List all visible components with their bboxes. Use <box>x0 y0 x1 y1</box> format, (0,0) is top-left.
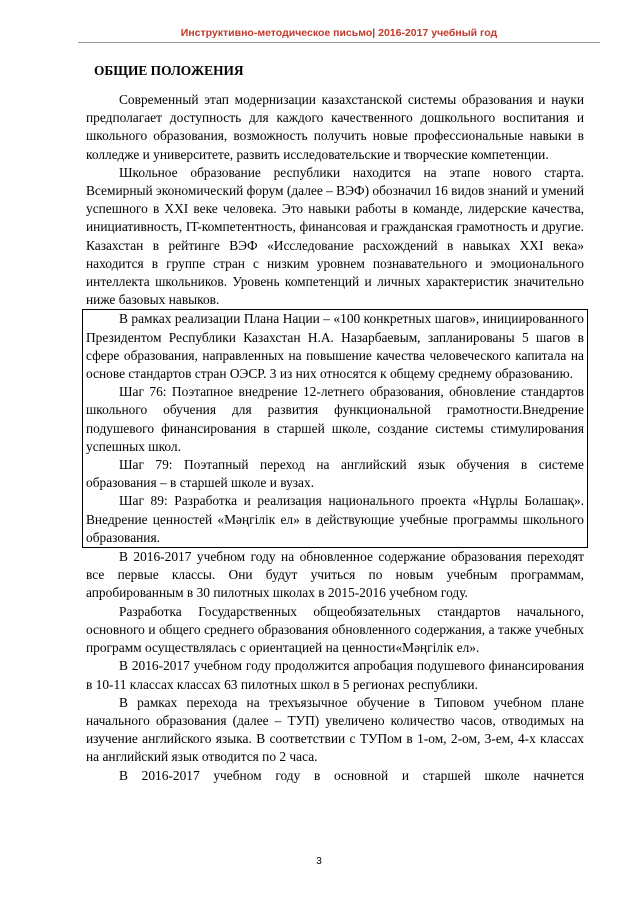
paragraph: Школьное образование республики находится на этапе нового старта. Всемирный экономический форум (далее – ВЭФ) обозначил 16 видов знаний и умений успешного в XXI веке человека. Это навыки работы в команде, лидерские качества, инициативность, IT-компетентность, финансовая и гражданская грамотность и другие. Казахстан в рейтинге ВЭФ «Исследование расхождений в навыках XXI века» находится в группе стран с низким уровнем познавательного и эмоционального интеллекта школьников. Уровень компетенций и личных характеристик значительно ниже базовых навыков. <box>86 164 584 308</box>
header-divider <box>78 42 600 43</box>
page-number: 3 <box>316 856 322 867</box>
paragraph: Разработка Государственных общеобязательных стандартов начального, основного и общего среднего образования обновленного содержания, а также учебных программ осуществлялась с ориентацией на ценности«Мәңгілік ел». <box>86 603 584 656</box>
boxed-paragraph-step-76: Шаг 76: Поэтапное внедрение 12-летнего образования, обновление стандартов школьного обучения для развития функциональной грамотности.Внедрение подушевого финансирования в старшей школе, создание системы стимулирования успешных школ. <box>86 384 584 454</box>
paragraph-continued: В 2016-2017 учебном году в основной и старшей школе начнется <box>119 767 584 783</box>
paragraph: В рамках перехода на трехъязычное обучение в Типовом учебном плане начального образования (далее – ТУП) увеличено количество часов, отводимых на изучение английского языка. В соответствии с ТУПом в 1-ом, 2-ом, 3-ем, 4-х классах на английский язык отводится по 2 часа. <box>86 694 584 765</box>
paragraph: Современный этап модернизации казахстанской системы образования и науки предполагает доступность для каждого качественного дошкольного воспитания и школьного образования, возможность получить новые профессиональные навыки в колледже и университете, развить исследовательские и творческие компетенции. <box>86 92 584 162</box>
section-title: ОБЩИЕ ПОЛОЖЕНИЯ <box>94 63 244 78</box>
paragraph: В 2016-2017 учебном году продолжится апробация подушевого финансирования в 10-11 классах классах 63 пилотных школ в 5 регионах республики. <box>86 658 584 692</box>
boxed-paragraph: В рамках реализации Плана Нации – «100 конкретных шагов», инициированного Президентом Республики Казахстан Н.А. Назарбаевым, запланированы 5 шагов в сфере образования, направленных на повышение качества человеческого капитала на основе стандартов стран ОЭСР. 3 из них относятся к общему среднему образованию. <box>86 311 584 382</box>
boxed-paragraph-step-89: Шаг 89: Разработка и реализация национального проекта «Нұрлы Болашақ». Внедрение ценностей «Мәңгілік ел» в действующие учебные программы школьного образования. <box>86 493 584 545</box>
paragraph: В 2016-2017 учебном году на обновленное содержание образования переходят все первые классы. Они будут учиться по новым учебным программам, апробированным в 30 пилотных школах в 2015-2016 учебном году. <box>86 549 584 601</box>
boxed-paragraph-step-79: Шаг 79: Поэтапный переход на английский язык обучения в системе образования – в старшей школе и вузах. <box>86 457 584 491</box>
boxed-section <box>82 309 588 548</box>
document-body <box>86 62 584 785</box>
running-header: Инструктивно-методическое письмо| 2016-2017 учебный год <box>180 27 498 39</box>
